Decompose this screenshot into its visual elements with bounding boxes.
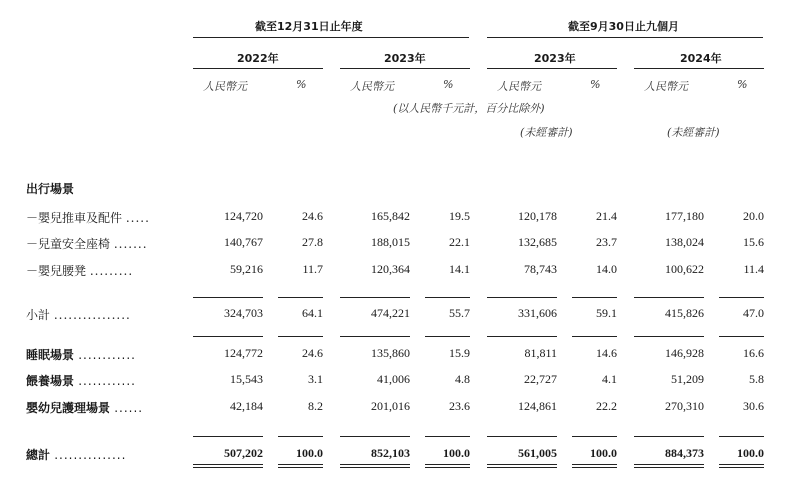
percent-cell: 24.6: [302, 209, 323, 223]
section-title-travel: 出行場景: [26, 182, 75, 196]
unit-rmb-1: 人民幣元: [203, 80, 247, 93]
percent-cell: 16.6: [743, 346, 764, 360]
total-top-rule-1: [193, 436, 263, 437]
total-double-rule-1b: [193, 467, 263, 468]
percent-cell: 8.2: [308, 399, 323, 413]
subtotal-rule-7: [634, 297, 704, 298]
percent-cell: 4.1: [602, 372, 617, 386]
percent-cell: 100.0: [737, 446, 764, 460]
row-label: [26, 346, 136, 363]
amount-cell: 81,811: [524, 346, 557, 360]
amount-cell: 415,826: [665, 306, 704, 320]
total-double-rule-5a: [487, 464, 557, 465]
percent-cell: 3.1: [308, 372, 323, 386]
subtotal-rule-1: [193, 297, 263, 298]
percent-cell: 20.0: [743, 209, 764, 223]
percent-cell: 55.7: [449, 306, 470, 320]
year-rule-4: [634, 68, 764, 69]
percent-cell: 15.6: [743, 235, 764, 249]
amount-cell: 324,703: [224, 306, 263, 320]
row-label-text: 總計: [26, 448, 51, 462]
amount-cell: 120,178: [518, 209, 557, 223]
percent-cell: 22.2: [596, 399, 617, 413]
year-header-4: 2024年: [680, 52, 722, 65]
subtotal-bottom-rule-6: [572, 336, 617, 337]
period-nine-months-header: 截至9月30日止九個月: [568, 20, 679, 33]
subtotal-bottom-rule-1: [193, 336, 263, 337]
row-label: [26, 209, 150, 226]
total-top-rule-8: [719, 436, 764, 437]
percent-cell: 11.4: [743, 262, 764, 276]
amount-cell: 59,216: [230, 262, 263, 276]
total-double-rule-2a: [278, 464, 323, 465]
amount-cell: 188,015: [371, 235, 410, 249]
percent-cell: 100.0: [590, 446, 617, 460]
total-double-rule-8a: [719, 464, 764, 465]
annual-header-rule: [193, 37, 469, 38]
total-top-rule-3: [340, 436, 410, 437]
percent-cell: 23.7: [596, 235, 617, 249]
row-label: [26, 235, 148, 252]
year-header-2: 2023年: [384, 52, 426, 65]
amount-cell: 140,767: [224, 235, 263, 249]
subtotal-rule-4: [425, 297, 470, 298]
year-header-3: 2023年: [534, 52, 576, 65]
amount-cell: 201,016: [371, 399, 410, 413]
amount-cell: 561,005: [518, 446, 557, 460]
unit-rmb-3: 人民幣元: [497, 80, 541, 93]
percent-cell: 15.9: [449, 346, 470, 360]
total-double-rule-5b: [487, 467, 557, 468]
row-label-text: 餵養場景: [26, 374, 75, 388]
total-double-rule-3b: [340, 467, 410, 468]
total-double-rule-4a: [425, 464, 470, 465]
year-rule-3: [487, 68, 617, 69]
total-top-rule-6: [572, 436, 617, 437]
percent-cell: 23.6: [449, 399, 470, 413]
amount-cell: 132,685: [518, 235, 557, 249]
total-double-rule-7b: [634, 467, 704, 468]
amount-cell: 331,606: [518, 306, 557, 320]
total-top-rule-4: [425, 436, 470, 437]
year-rule-1: [193, 68, 323, 69]
subtotal-bottom-rule-7: [634, 336, 704, 337]
row-label-text: －兒童安全座椅: [26, 237, 111, 251]
amount-cell: 78,743: [524, 262, 557, 276]
amount-cell: 120,364: [371, 262, 410, 276]
row-label-text: 小計: [26, 308, 51, 322]
percent-cell: 100.0: [296, 446, 323, 460]
amount-cell: 51,209: [671, 372, 704, 386]
row-label: [26, 306, 131, 323]
row-leader-dots: .......: [113, 237, 148, 251]
percent-cell: 22.1: [449, 235, 470, 249]
row-leader-dots: .....: [125, 211, 150, 225]
amount-cell: 15,543: [230, 372, 263, 386]
percent-cell: 14.6: [596, 346, 617, 360]
percent-cell: 21.4: [596, 209, 617, 223]
row-leader-dots: ................: [53, 308, 131, 322]
amount-cell: 165,842: [371, 209, 410, 223]
row-label-text: －嬰兒推車及配件: [26, 211, 123, 225]
percent-cell: 4.8: [455, 372, 470, 386]
row-label: [26, 399, 143, 416]
amount-cell: 41,006: [377, 372, 410, 386]
subtotal-bottom-rule-4: [425, 336, 470, 337]
amount-cell: 124,720: [224, 209, 263, 223]
percent-cell: 64.1: [302, 306, 323, 320]
row-label-text: 睡眠場景: [26, 348, 75, 362]
percent-cell: 59.1: [596, 306, 617, 320]
total-double-rule-3a: [340, 464, 410, 465]
amount-cell: 884,373: [665, 446, 704, 460]
unaudited-note-1: (未經審計): [520, 126, 573, 139]
total-double-rule-1a: [193, 464, 263, 465]
total-double-rule-6b: [572, 467, 617, 468]
unit-rmb-4: 人民幣元: [644, 80, 688, 93]
unaudited-note-2: (未經審計): [667, 126, 720, 139]
percent-cell: 5.8: [749, 372, 764, 386]
subtotal-bottom-rule-3: [340, 336, 410, 337]
unit-pct-3: %: [590, 78, 601, 91]
subtotal-rule-5: [487, 297, 557, 298]
percent-cell: 100.0: [443, 446, 470, 460]
period-annual-header: 截至12月31日止年度: [255, 20, 363, 33]
row-label-text: 嬰幼兒護理場景: [26, 401, 111, 415]
total-double-rule-8b: [719, 467, 764, 468]
amount-cell: 124,861: [518, 399, 557, 413]
percent-cell: 27.8: [302, 235, 323, 249]
amount-cell: 177,180: [665, 209, 704, 223]
unit-pct-2: %: [443, 78, 454, 91]
total-top-rule-5: [487, 436, 557, 437]
percent-cell: 11.7: [302, 262, 323, 276]
unit-pct-1: %: [296, 78, 307, 91]
total-double-rule-4b: [425, 467, 470, 468]
subtotal-bottom-rule-8: [719, 336, 764, 337]
amount-cell: 100,622: [665, 262, 704, 276]
percent-cell: 30.6: [743, 399, 764, 413]
amount-cell: 852,103: [371, 446, 410, 460]
row-leader-dots: ............: [78, 348, 136, 362]
row-label: [26, 446, 126, 463]
total-top-rule-7: [634, 436, 704, 437]
amount-cell: 138,024: [665, 235, 704, 249]
percent-cell: 47.0: [743, 306, 764, 320]
percent-cell: 14.1: [449, 262, 470, 276]
subtotal-rule-2: [278, 297, 323, 298]
row-label: [26, 262, 133, 279]
row-leader-dots: .........: [89, 264, 134, 278]
total-double-rule-2b: [278, 467, 323, 468]
amount-cell: 507,202: [224, 446, 263, 460]
subtotal-bottom-rule-5: [487, 336, 557, 337]
row-leader-dots: ...............: [54, 448, 127, 462]
percent-cell: 19.5: [449, 209, 470, 223]
amount-cell: 42,184: [230, 399, 263, 413]
total-double-rule-7a: [634, 464, 704, 465]
percent-cell: 24.6: [302, 346, 323, 360]
row-label-text: －嬰兒腰凳: [26, 264, 87, 278]
row-leader-dots: ......: [114, 401, 144, 415]
unit-pct-4: %: [737, 78, 748, 91]
unit-rmb-2: 人民幣元: [350, 80, 394, 93]
thousands-note: (以人民幣千元計，百分比除外): [393, 102, 545, 115]
amount-cell: 474,221: [371, 306, 410, 320]
total-double-rule-6a: [572, 464, 617, 465]
subtotal-bottom-rule-2: [278, 336, 323, 337]
row-leader-dots: ............: [78, 374, 136, 388]
percent-cell: 14.0: [596, 262, 617, 276]
amount-cell: 22,727: [524, 372, 557, 386]
nine-months-header-rule: [487, 37, 763, 38]
year-header-1: 2022年: [237, 52, 279, 65]
subtotal-rule-8: [719, 297, 764, 298]
subtotal-rule-3: [340, 297, 410, 298]
subtotal-rule-6: [572, 297, 617, 298]
amount-cell: 124,772: [224, 346, 263, 360]
amount-cell: 270,310: [665, 399, 704, 413]
amount-cell: 146,928: [665, 346, 704, 360]
year-rule-2: [340, 68, 470, 69]
row-label: [26, 372, 136, 389]
total-top-rule-2: [278, 436, 323, 437]
amount-cell: 135,860: [371, 346, 410, 360]
